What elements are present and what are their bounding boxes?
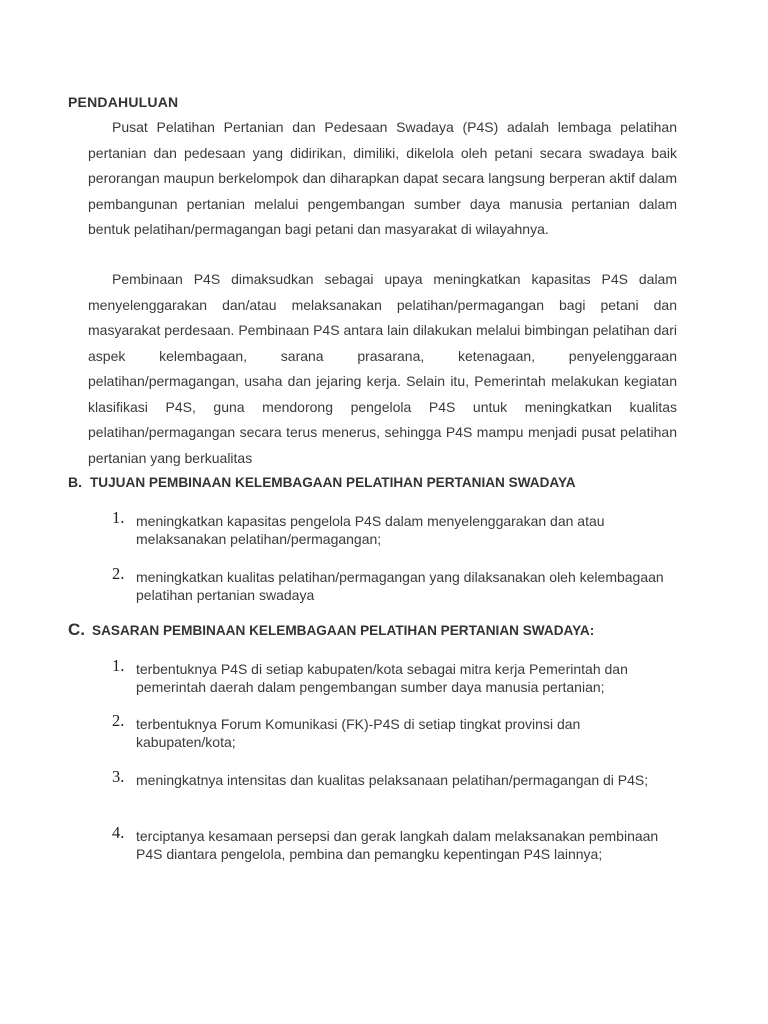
- section-b-title: TUJUAN PEMBINAAN KELEMBAGAAN PELATIHAN PERTANIAN SWADAYA: [90, 475, 576, 490]
- list-text: meningkatkan kualitas pelatihan/permagangan yang dilaksanakan oleh kelembagaan pelatihan pertanian swadaya: [136, 569, 664, 603]
- list-item: [112, 711, 672, 751]
- list-number: 1.: [112, 508, 125, 527]
- list-item: [112, 823, 672, 863]
- page-heading: PENDAHULUAN: [68, 94, 179, 110]
- list-item: [112, 767, 672, 790]
- list-text: meningkatkan kapasitas pengelola P4S dalam menyelenggarakan dan atau melaksanakan pelatihan/permagangan;: [136, 513, 605, 547]
- list-number: 2.: [112, 564, 125, 583]
- section-b-letter: B.: [68, 474, 82, 490]
- list-text: terbentuknya Forum Komunikasi (FK)-P4S di setiap tingkat provinsi dan kabupaten/kota;: [136, 716, 581, 750]
- list-text: meningkatnya intensitas dan kualitas pelaksanaan pelatihan/permagangan di P4S;: [136, 772, 649, 788]
- list-number: 4.: [112, 823, 125, 842]
- list-number: 3.: [112, 767, 125, 786]
- list-item: [112, 656, 672, 696]
- paragraph-pembinaan: [88, 267, 677, 471]
- paragraph-intro: [88, 115, 677, 243]
- list-text: terciptanya kesamaan persepsi dan gerak langkah dalam melaksanakan pembinaan P4S diantara pengelola, pembina dan pemangku kepentingan P4S lainnya;: [136, 828, 659, 862]
- paragraph-pembinaan-text: Pembinaan P4S dimaksudkan sebagai upaya meningkatkan kapasitas P4S dalam menyelenggarakan dan/atau melaksanakan pelatihan/permagangan bagi petani dan masyarakat perdesaan. Pembinaan P4S antara lain dilakukan melalui bimbingan pelatihan dari aspek kelembagaan, sarana prasarana, ketenagaan, penyelenggaraan pelatihan/permagangan, usaha dan jejaring kerja. Selain itu, Pemerintah melakukan kegiatan klasifikasi P4S, guna mendorong pengelola P4S untuk meningkatkan kualitas pelatihan/permagangan secara terus menerus, sehingga P4S mampu menjadi pusat pelatihan pertanian yang berkualitas: [88, 271, 677, 466]
- list-item: [112, 508, 672, 548]
- list-text: terbentuknya P4S di setiap kabupaten/kota sebagai mitra kerja Pemerintah dan pemerintah daerah dalam pengembangan sumber daya manusia pertanian;: [136, 661, 628, 695]
- section-c-title: SASARAN PEMBINAAN KELEMBAGAAN PELATIHAN PERTANIAN SWADAYA:: [92, 623, 595, 638]
- paragraph-intro-text: Pusat Pelatihan Pertanian dan Pedesaan Swadaya (P4S) adalah lembaga pelatihan pertanian dan pedesaan yang didirikan, dimiliki, dikelola oleh petani secara swadaya baik perorangan maupun berkelompok dan diharapkan dapat secara langsung berperan aktif dalam pembangunan pertanian melalui pengembangan sumber daya manusia pertanian dalam bentuk pelatihan/permagangan bagi petani dan masyarakat di wilayahnya.: [88, 119, 677, 237]
- section-b-heading: [68, 474, 576, 490]
- section-c-heading: [68, 620, 594, 640]
- list-item: [112, 564, 672, 604]
- section-c-letter: C.: [68, 620, 85, 639]
- list-number: 2.: [112, 711, 125, 730]
- list-number: 1.: [112, 656, 125, 675]
